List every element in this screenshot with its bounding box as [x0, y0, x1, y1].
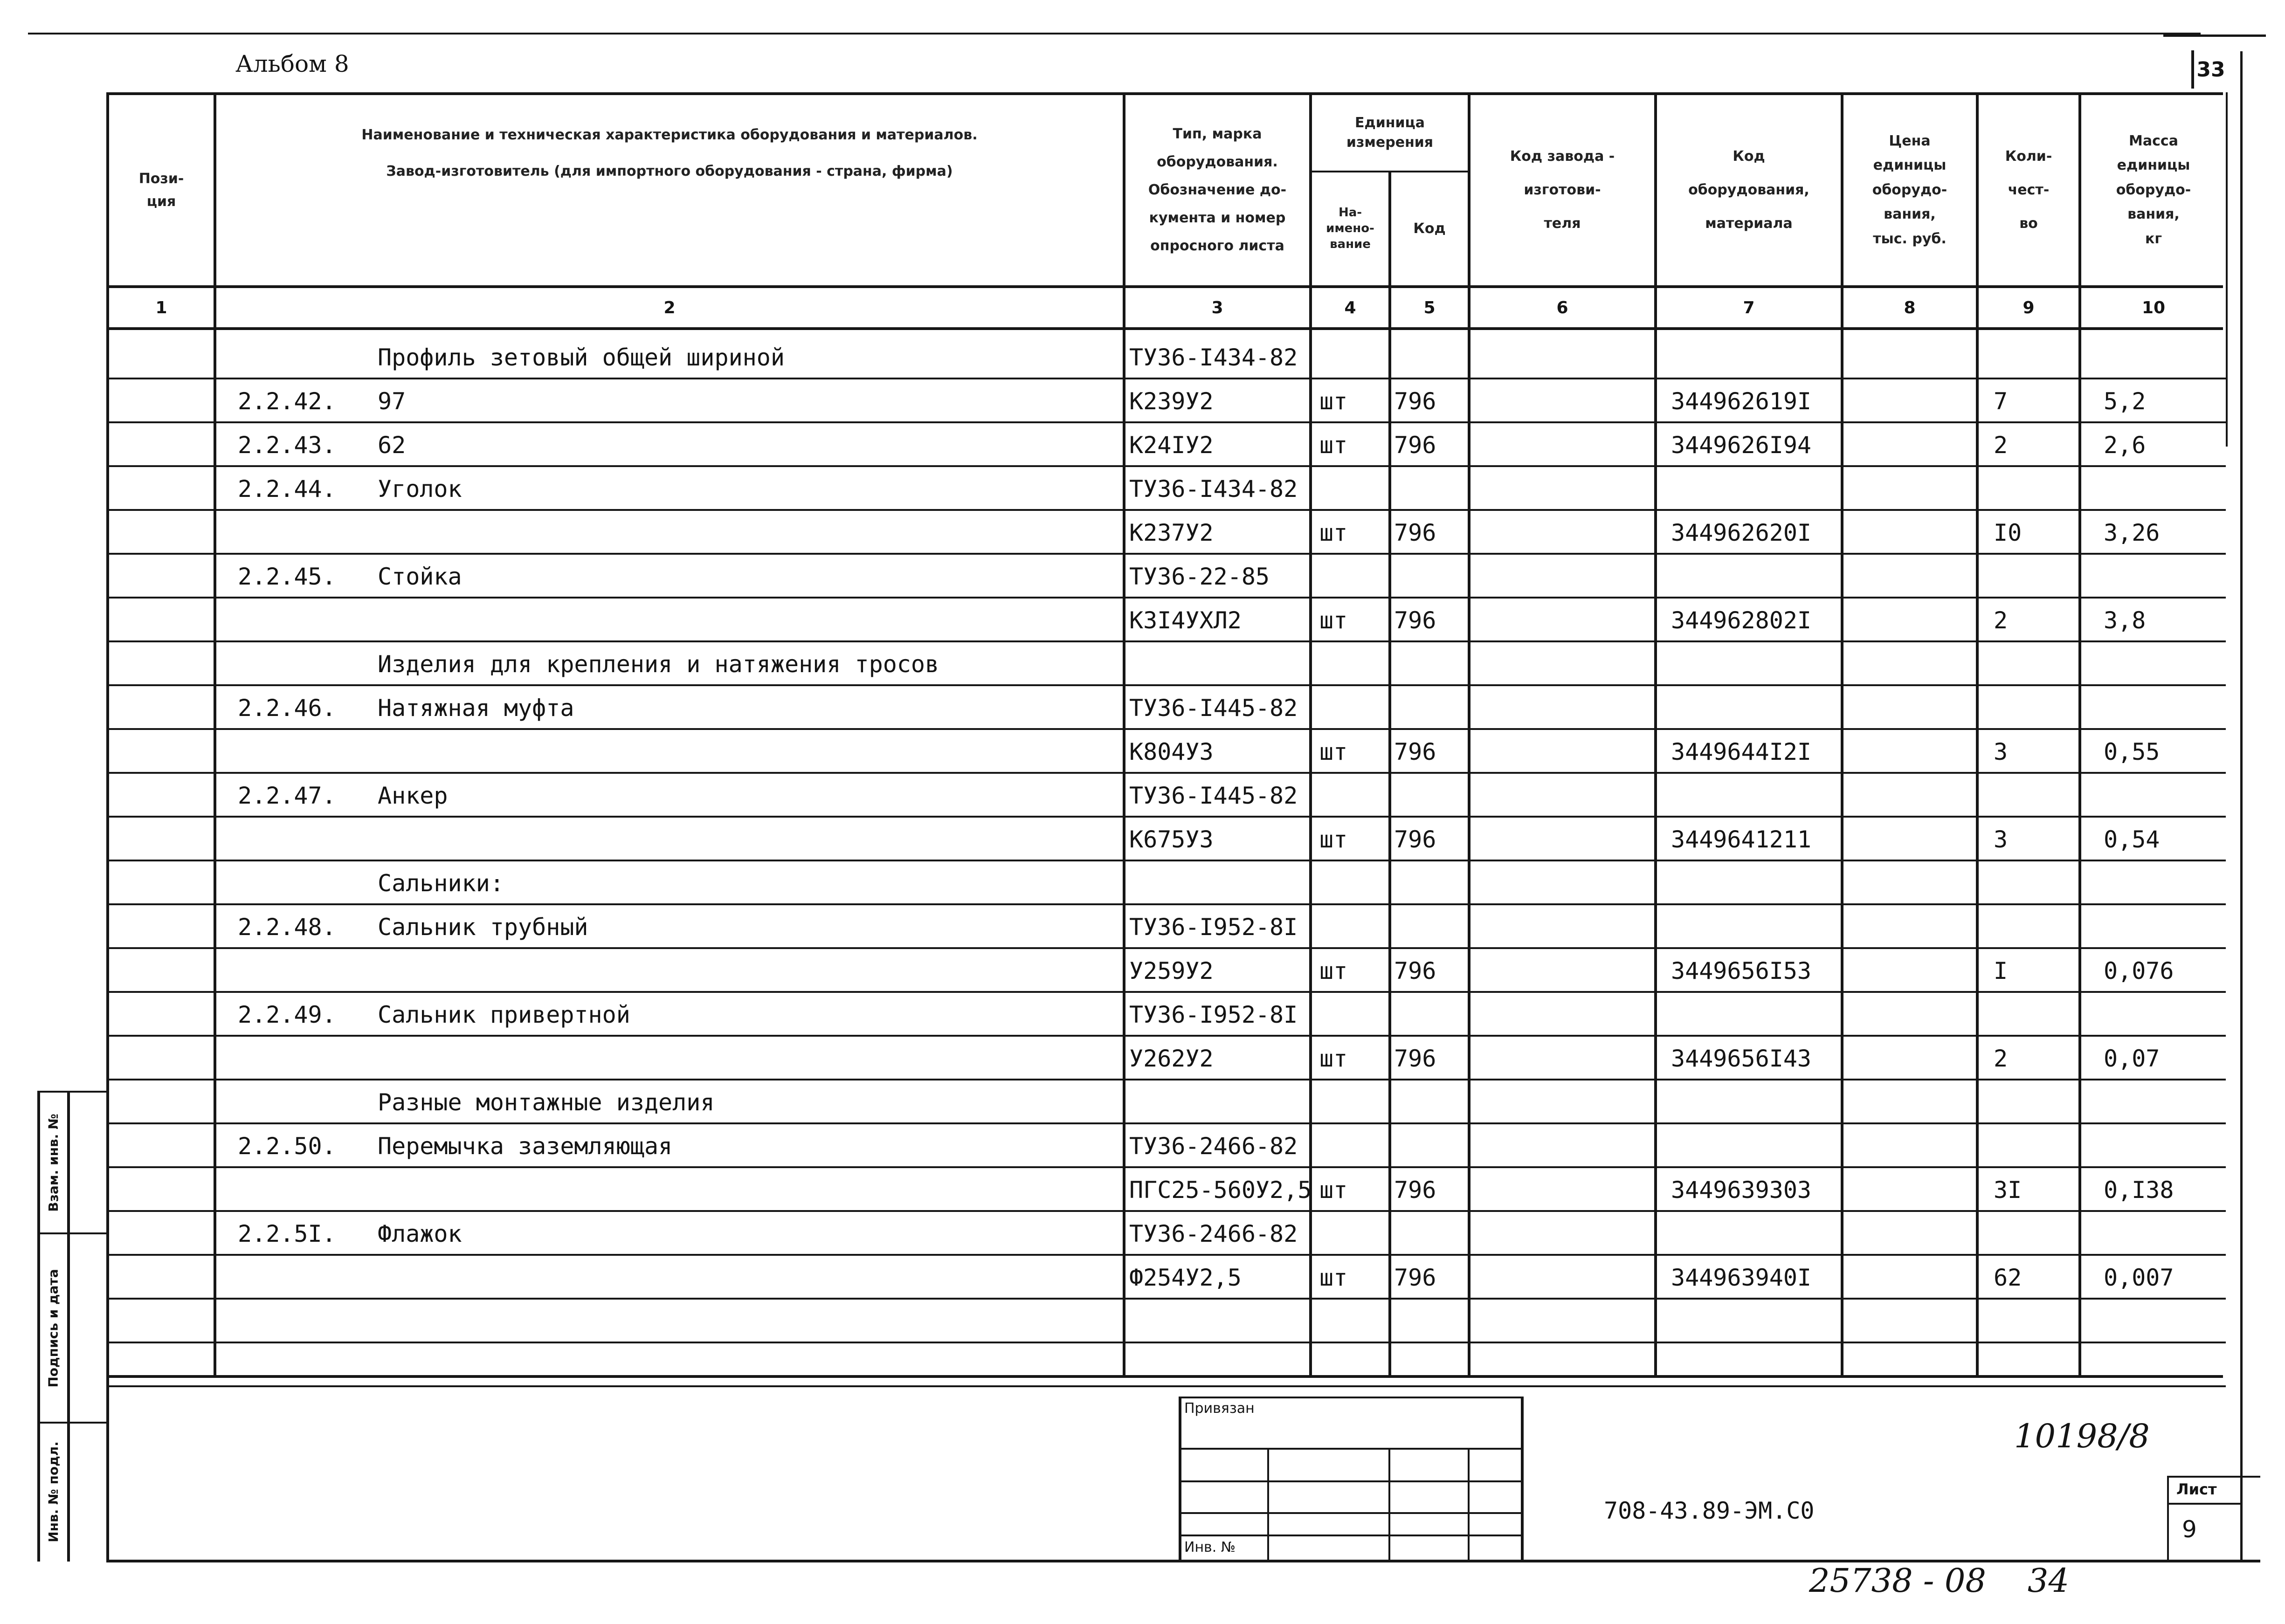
unit-name-cell — [1319, 905, 1388, 949]
unit-name-cell — [1319, 993, 1388, 1037]
table-row — [0, 774, 2285, 818]
unit-name-cell: шт — [1319, 957, 1348, 984]
column-number: 4 — [1344, 298, 1356, 317]
unit-code-cell — [1394, 467, 1467, 511]
unit-code-cell — [1394, 1343, 1467, 1387]
quantity-cell — [1994, 1080, 2078, 1124]
material-code-cell: 3449639303 — [1671, 1177, 1812, 1204]
name-cell: Изделия для крепления и натяжения тросов — [378, 651, 939, 678]
type-cell: К24IУ2 — [1129, 432, 1214, 459]
mass-cell: 0,07 — [2104, 1045, 2160, 1072]
quantity-cell — [1994, 555, 2078, 599]
type-cell — [1129, 1300, 1308, 1343]
mass-cell — [2104, 1212, 2225, 1256]
column-number: 7 — [1743, 298, 1755, 317]
unit-code-cell — [1394, 336, 1467, 379]
quantity-cell: 62 — [1994, 1264, 2022, 1291]
column-number: 6 — [1556, 298, 1568, 317]
quantity-cell — [1994, 861, 2078, 905]
position-cell: 2.2.45. — [238, 563, 336, 590]
row-divider — [106, 1385, 2226, 1387]
unit-name-cell — [1319, 774, 1388, 818]
unit-name-cell — [1319, 1124, 1388, 1168]
handwritten-reference: 10198/8 — [2014, 1417, 2150, 1455]
name-cell: Разные монтажные изделия — [378, 1089, 715, 1116]
unit-code-cell — [1394, 993, 1467, 1037]
name-cell — [378, 1300, 1119, 1343]
table-row — [0, 1168, 2285, 1212]
mass-cell: 0,54 — [2104, 826, 2160, 853]
unit-code-cell: 796 — [1394, 957, 1436, 984]
table-row — [0, 599, 2285, 642]
position-cell — [238, 861, 378, 905]
column-number: 8 — [1904, 298, 1916, 317]
quantity-cell — [1994, 467, 2078, 511]
material-code-cell — [1671, 686, 1839, 730]
mass-cell — [2104, 1124, 2225, 1168]
unit-code-cell — [1394, 686, 1467, 730]
position-cell: 2.2.42. — [238, 388, 336, 415]
position-cell: 2.2.43. — [238, 432, 336, 459]
name-cell — [378, 1168, 1119, 1212]
table-row — [0, 1080, 2285, 1124]
quantity-cell — [1994, 642, 2078, 686]
header-mass: Масса единицы оборудо- вания, кг — [2116, 132, 2191, 247]
type-cell: К237У2 — [1129, 519, 1214, 546]
unit-name-cell — [1319, 861, 1388, 905]
type-cell: К3I4УХЛ2 — [1129, 607, 1242, 634]
name-cell: Перемычка заземляющая — [378, 1133, 673, 1160]
header-price: Цена единицы оборудо- вания, тыс. руб. — [1872, 132, 1947, 247]
type-cell: У262У2 — [1129, 1045, 1214, 1072]
type-cell — [1129, 861, 1308, 905]
position-cell — [238, 642, 378, 686]
unit-code-cell — [1394, 905, 1467, 949]
unit-code-cell: 796 — [1394, 519, 1436, 546]
header-material-code: Код оборудования, материала — [1688, 148, 1809, 232]
side-stamp-signature-date: Подпись и дата — [45, 1268, 61, 1388]
table-row — [0, 511, 2285, 555]
mass-cell: 0,I38 — [2104, 1177, 2174, 1204]
unit-name-cell — [1319, 1343, 1388, 1387]
unit-code-cell — [1394, 1080, 1467, 1124]
column-number: 2 — [663, 298, 676, 317]
table-row — [0, 555, 2285, 599]
material-code-cell: 3449656I53 — [1671, 957, 1812, 984]
bottom-note: 25738 - 08 34 — [1809, 1562, 2069, 1600]
name-cell: Флажок — [378, 1220, 462, 1247]
type-cell: ТУ36-I445-82 — [1129, 695, 1298, 722]
material-code-cell: 344963940I — [1671, 1264, 1812, 1291]
header-position: Пози- ция — [138, 170, 184, 210]
mass-cell: 0,076 — [2104, 957, 2174, 984]
name-cell: 62 — [378, 432, 406, 459]
stamp-privyazan: Привязан — [1184, 1400, 1255, 1417]
header-name: Наименование и техническая характеристика оборудования и материалов. Завод-изготовитель (для импортного оборудования - страна, фирма) — [361, 127, 978, 179]
name-cell: Профиль зетовый общей шириной — [378, 344, 785, 371]
table-row — [0, 686, 2285, 730]
name-cell — [378, 511, 1119, 555]
type-cell: ТУ36-I434-82 — [1129, 344, 1298, 371]
position-cell: 2.2.49. — [238, 1001, 336, 1028]
unit-name-cell: шт — [1319, 607, 1348, 634]
quantity-cell: 3 — [1994, 826, 2008, 853]
table-row — [0, 730, 2285, 774]
header-type: Тип, марка оборудования. Обозначение до- кумента и номер опросного листа — [1148, 126, 1287, 254]
unit-code-cell — [1394, 1124, 1467, 1168]
quantity-cell: 3 — [1994, 738, 2008, 765]
unit-code-cell — [1394, 642, 1467, 686]
position-cell — [238, 730, 378, 774]
unit-code-cell: 796 — [1394, 738, 1436, 765]
type-cell: ПГС25-560У2,5 — [1129, 1177, 1312, 1204]
unit-name-cell: шт — [1319, 1264, 1348, 1291]
table-row — [0, 1343, 2285, 1387]
material-code-cell: 3449644I2I — [1671, 738, 1812, 765]
quantity-cell: I — [1994, 957, 2008, 984]
type-cell: ТУ36-2466-82 — [1129, 1133, 1298, 1160]
unit-name-cell — [1319, 686, 1388, 730]
material-code-cell — [1671, 861, 1839, 905]
mass-cell: 2,6 — [2104, 432, 2146, 459]
type-cell — [1129, 1343, 1308, 1387]
page-number-box — [2191, 50, 2228, 89]
sheet-number: 9 — [2182, 1516, 2197, 1543]
table-row — [0, 993, 2285, 1037]
table-row — [0, 861, 2285, 905]
table-row — [0, 905, 2285, 949]
column-number: 5 — [1423, 298, 1436, 317]
position-cell — [238, 949, 378, 993]
unit-name-cell: шт — [1319, 826, 1348, 853]
material-code-cell — [1671, 1080, 1839, 1124]
type-cell: К804У3 — [1129, 738, 1214, 765]
quantity-cell: 2 — [1994, 1045, 2008, 1072]
mass-cell — [2104, 1300, 2225, 1343]
table-row — [0, 1212, 2285, 1256]
material-code-cell — [1671, 1212, 1839, 1256]
table-row — [0, 1256, 2285, 1300]
material-code-cell — [1671, 774, 1839, 818]
type-cell: ТУ36-2466-82 — [1129, 1220, 1298, 1247]
position-cell — [238, 1300, 378, 1343]
quantity-cell: 7 — [1994, 388, 2008, 415]
mass-cell — [2104, 861, 2225, 905]
unit-code-cell: 796 — [1394, 1264, 1436, 1291]
unit-code-cell: 796 — [1394, 1045, 1436, 1072]
position-cell — [238, 336, 378, 379]
quantity-cell — [1994, 905, 2078, 949]
table-row — [0, 1037, 2285, 1080]
column-number: 3 — [1211, 298, 1223, 317]
type-cell: ТУ36-I434-82 — [1129, 475, 1298, 502]
name-cell — [378, 949, 1119, 993]
name-cell — [378, 1343, 1119, 1387]
mass-cell — [2104, 905, 2225, 949]
quantity-cell — [1994, 1343, 2078, 1387]
mass-cell — [2104, 774, 2225, 818]
mass-cell — [2104, 642, 2225, 686]
name-cell: Уголок — [378, 475, 462, 502]
position-cell: 2.2.44. — [238, 475, 336, 502]
table-row — [0, 379, 2285, 423]
unit-name-cell — [1319, 1212, 1388, 1256]
material-code-cell — [1671, 336, 1839, 379]
mass-cell: 3,8 — [2104, 607, 2146, 634]
type-cell: ТУ36-22-85 — [1129, 563, 1270, 590]
name-cell: Натяжная муфта — [378, 695, 574, 722]
quantity-cell — [1994, 336, 2078, 379]
unit-code-cell: 796 — [1394, 607, 1436, 634]
header-quantity: Коли- чест- во — [2005, 148, 2052, 232]
mass-cell — [2104, 555, 2225, 599]
unit-name-cell: шт — [1319, 738, 1348, 765]
document-code: 708-43.89-ЭМ.С0 — [1604, 1497, 1815, 1524]
position-cell — [238, 1343, 378, 1387]
header-unit-group: Единица измерения — [1346, 115, 1434, 151]
unit-code-cell: 796 — [1394, 432, 1436, 459]
unit-code-cell — [1394, 1300, 1467, 1343]
quantity-cell — [1994, 686, 2078, 730]
album-label: Альбом 8 — [235, 50, 349, 77]
side-stamp-vzam-inv: Взам. инв. № — [45, 1113, 61, 1212]
page-number: 33 — [2196, 57, 2225, 82]
unit-name-cell: шт — [1319, 1177, 1348, 1204]
type-cell: ТУ36-I952-8I — [1129, 1001, 1298, 1028]
unit-code-cell — [1394, 774, 1467, 818]
table-row — [0, 818, 2285, 861]
unit-name-cell — [1319, 642, 1388, 686]
position-cell: 2.2.47. — [238, 782, 336, 809]
unit-name-cell — [1319, 1080, 1388, 1124]
unit-code-cell — [1394, 861, 1467, 905]
unit-code-cell: 796 — [1394, 826, 1436, 853]
stamp-inv-no: Инв. № — [1184, 1539, 1236, 1555]
mass-cell — [2104, 993, 2225, 1037]
name-cell: Сальник трубный — [378, 914, 588, 941]
quantity-cell: 2 — [1994, 432, 2008, 459]
material-code-cell — [1671, 467, 1839, 511]
header-unit-code: Код — [1413, 220, 1446, 237]
material-code-cell — [1671, 555, 1839, 599]
mass-cell — [2104, 1343, 2225, 1387]
quantity-cell — [1994, 993, 2078, 1037]
name-cell — [378, 730, 1119, 774]
side-stamp-inv-podl: Инв. № подл. — [45, 1441, 61, 1542]
mass-cell — [2104, 336, 2225, 379]
unit-code-cell — [1394, 555, 1467, 599]
quantity-cell — [1994, 1124, 2078, 1168]
name-cell — [378, 1037, 1119, 1080]
material-code-cell: 3449656I43 — [1671, 1045, 1812, 1072]
mass-cell — [2104, 1080, 2225, 1124]
position-cell — [238, 1168, 378, 1212]
type-cell: ТУ36-I952-8I — [1129, 914, 1298, 941]
position-cell: 2.2.5I. — [238, 1220, 336, 1247]
type-cell — [1129, 642, 1308, 686]
position-cell — [238, 599, 378, 642]
sheet-label: Лист — [2176, 1480, 2217, 1498]
material-code-cell — [1671, 905, 1839, 949]
unit-name-cell — [1319, 467, 1388, 511]
unit-name-cell — [1319, 555, 1388, 599]
table-row — [0, 1124, 2285, 1168]
quantity-cell: 2 — [1994, 607, 2008, 634]
material-code-cell: 344962802I — [1671, 607, 1812, 634]
name-cell: Сальники: — [378, 870, 504, 897]
quantity-cell: 3I — [1994, 1177, 2022, 1204]
name-cell: Стойка — [378, 563, 462, 590]
column-number: 9 — [2023, 298, 2035, 317]
name-cell: 97 — [378, 388, 406, 415]
name-cell — [378, 599, 1119, 642]
type-cell: У259У2 — [1129, 957, 1214, 984]
material-code-cell — [1671, 993, 1839, 1037]
material-code-cell — [1671, 1124, 1839, 1168]
position-cell — [238, 1037, 378, 1080]
mass-cell: 3,26 — [2104, 519, 2160, 546]
unit-name-cell: шт — [1319, 1045, 1348, 1072]
quantity-cell — [1994, 1212, 2078, 1256]
table-row — [0, 423, 2285, 467]
mass-cell — [2104, 467, 2225, 511]
position-cell: 2.2.46. — [238, 695, 336, 722]
quantity-cell — [1994, 1300, 2078, 1343]
material-code-cell — [1671, 1300, 1839, 1343]
type-cell — [1129, 1080, 1308, 1124]
table-row — [0, 642, 2285, 686]
quantity-cell: I0 — [1994, 519, 2022, 546]
mass-cell: 5,2 — [2104, 388, 2146, 415]
mass-cell: 0,55 — [2104, 738, 2160, 765]
position-cell: 2.2.50. — [238, 1133, 336, 1160]
position-cell — [238, 818, 378, 861]
quantity-cell — [1994, 774, 2078, 818]
header-factory-code: Код завода - изготови- теля — [1510, 148, 1615, 232]
name-cell: Сальник привертной — [378, 1001, 630, 1028]
type-cell: К675У3 — [1129, 826, 1214, 853]
header-unit-name: На- имено- вание — [1326, 206, 1374, 251]
table-row — [0, 467, 2285, 511]
unit-code-cell — [1394, 1212, 1467, 1256]
unit-name-cell: шт — [1319, 519, 1348, 546]
table-row — [0, 949, 2285, 993]
column-number: 1 — [155, 298, 167, 317]
type-cell: К239У2 — [1129, 388, 1214, 415]
material-code-cell: 3449626I94 — [1671, 432, 1812, 459]
name-cell — [378, 818, 1119, 861]
unit-name-cell — [1319, 1300, 1388, 1343]
unit-code-cell: 796 — [1394, 388, 1436, 415]
material-code-cell: 344962620I — [1671, 519, 1812, 546]
mass-cell: 0,007 — [2104, 1264, 2174, 1291]
position-cell — [238, 511, 378, 555]
position-cell: 2.2.48. — [238, 914, 336, 941]
name-cell — [378, 1256, 1119, 1300]
material-code-cell: 3449641211 — [1671, 826, 1812, 853]
unit-name-cell: шт — [1319, 432, 1348, 459]
position-cell — [238, 1080, 378, 1124]
unit-code-cell: 796 — [1394, 1177, 1436, 1204]
material-code-cell — [1671, 642, 1839, 686]
column-number: 10 — [2141, 298, 2166, 317]
table-row — [0, 1300, 2285, 1343]
position-cell — [238, 1256, 378, 1300]
material-code-cell: 344962619I — [1671, 388, 1812, 415]
type-cell: Ф254У2,5 — [1129, 1264, 1242, 1291]
unit-name-cell — [1319, 336, 1388, 379]
name-cell: Анкер — [378, 782, 448, 809]
unit-name-cell: шт — [1319, 388, 1348, 415]
mass-cell — [2104, 686, 2225, 730]
type-cell: ТУ36-I445-82 — [1129, 782, 1298, 809]
table-row — [0, 336, 2285, 379]
material-code-cell — [1671, 1343, 1839, 1387]
